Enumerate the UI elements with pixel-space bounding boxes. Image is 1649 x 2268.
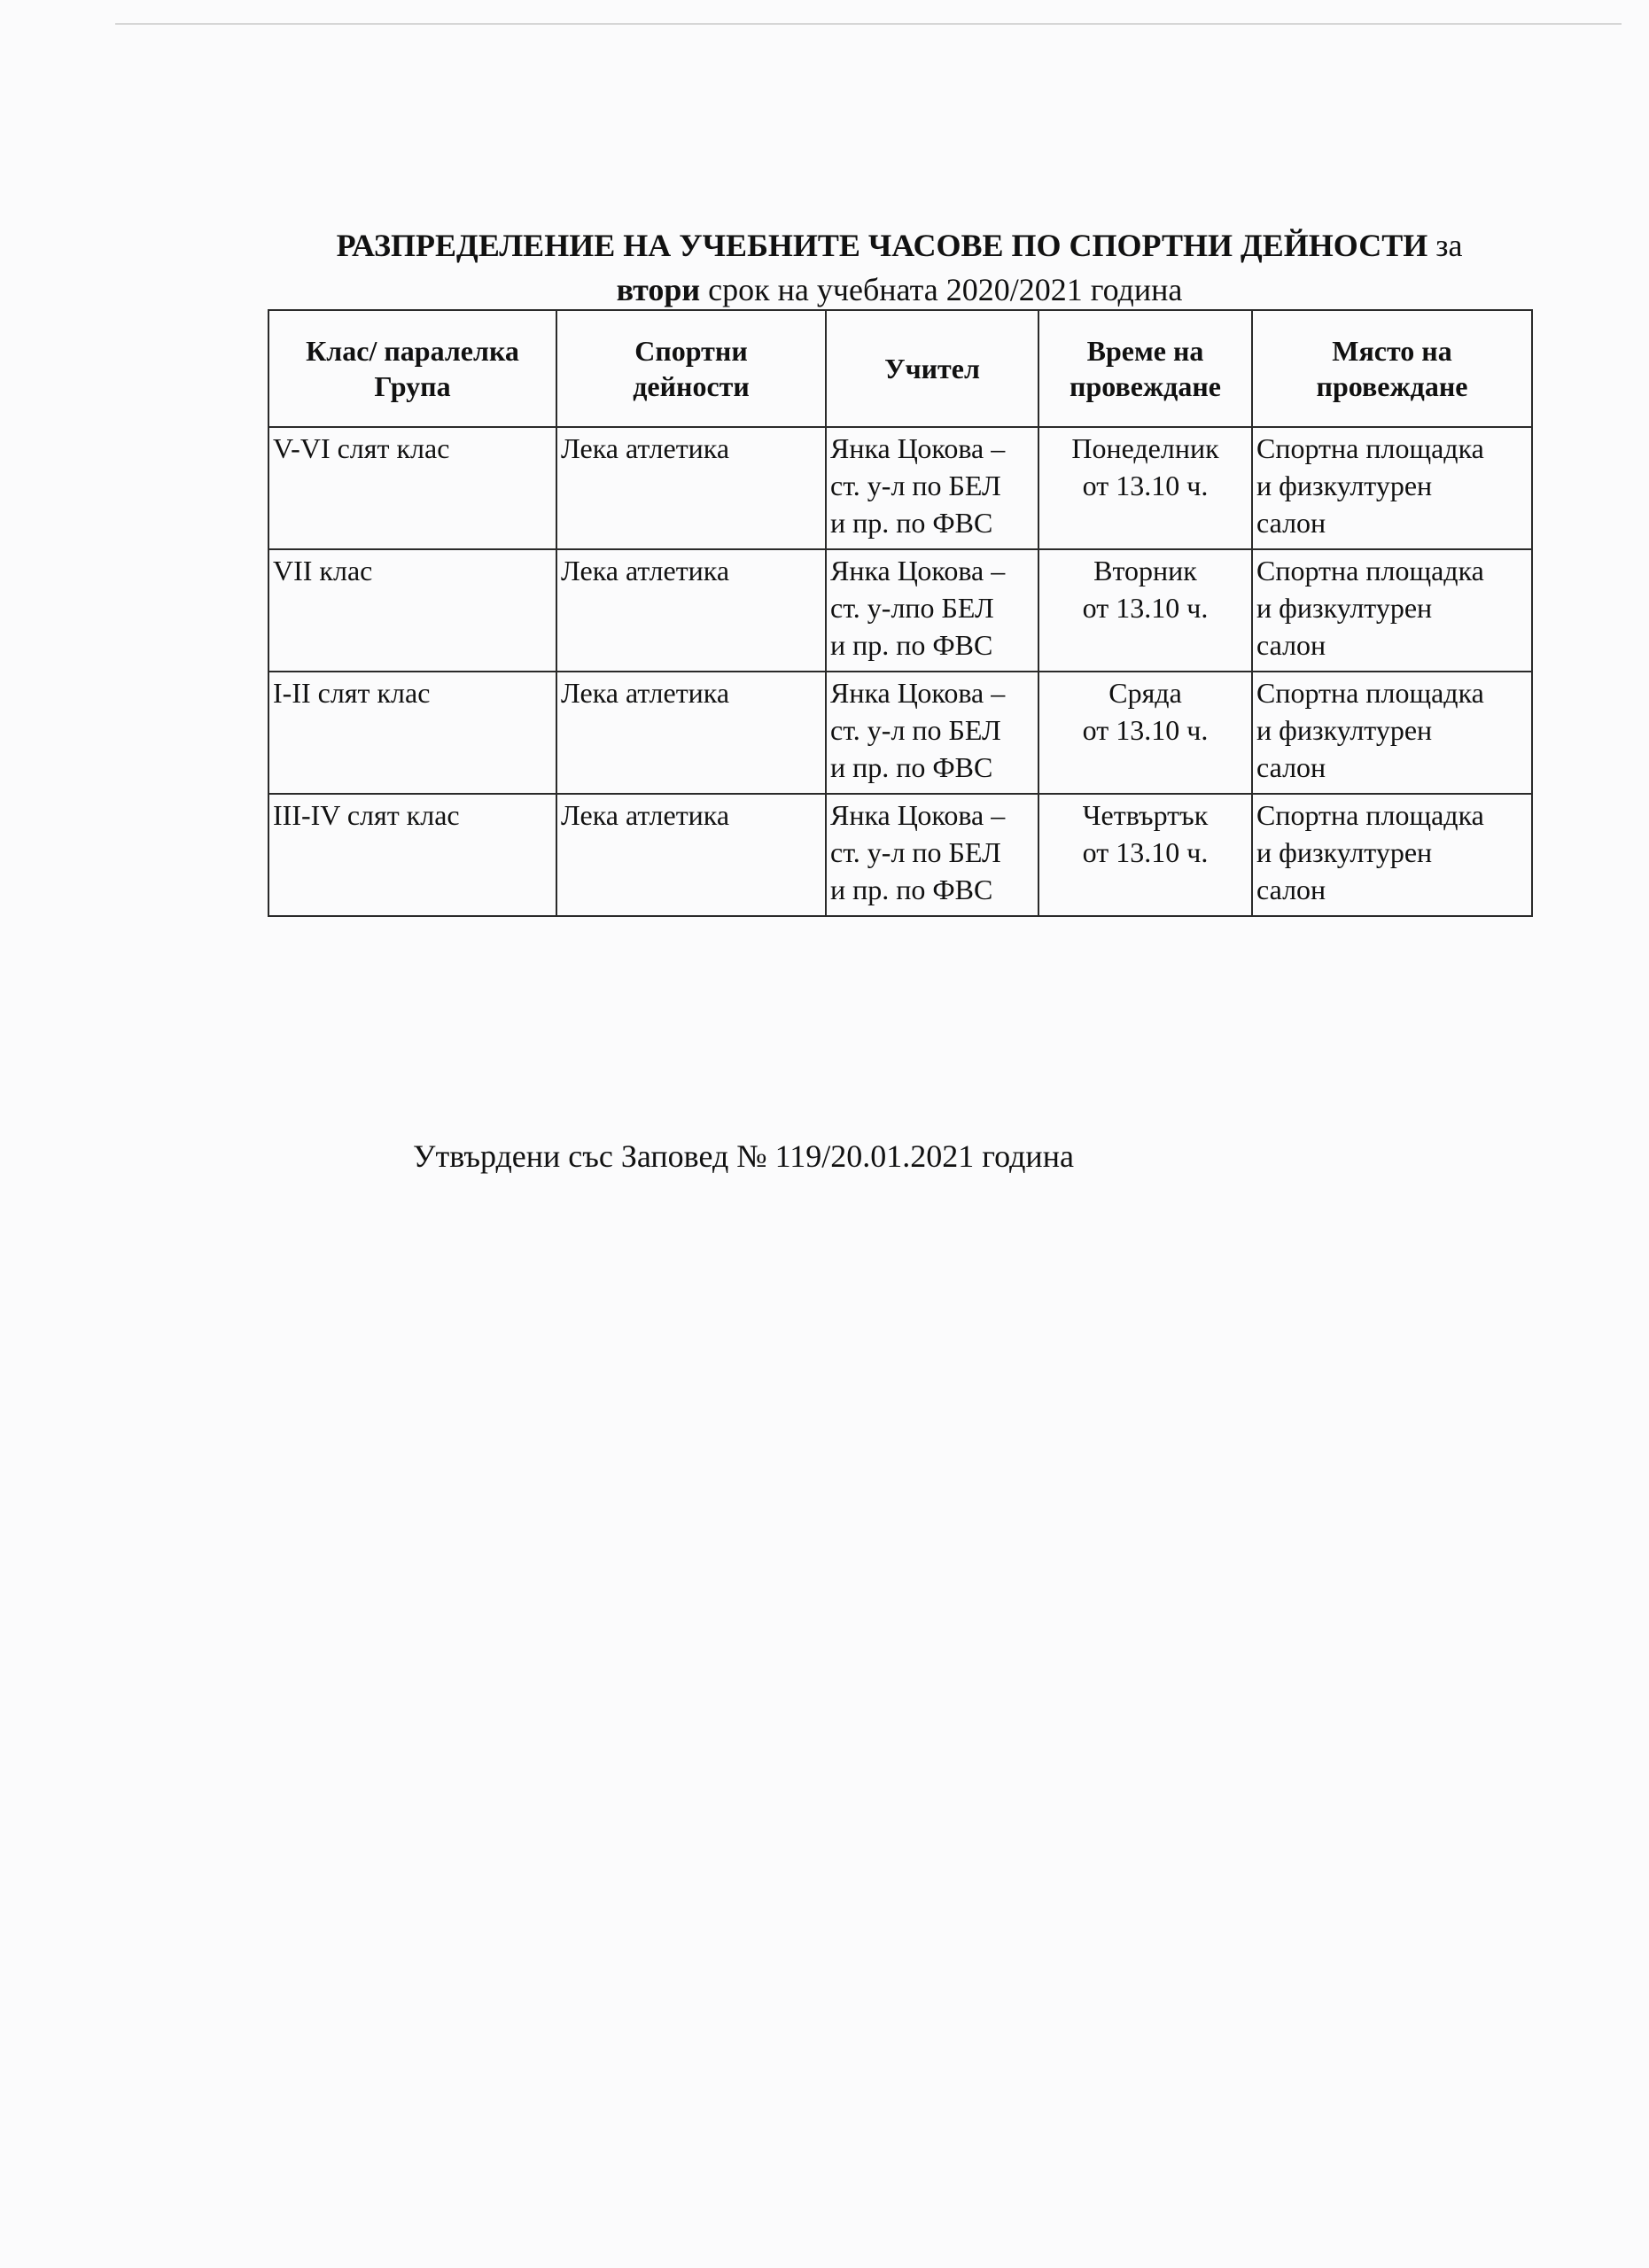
heading-term-rest: срок на учебната 2020/2021 година [700,272,1183,307]
cell-activity: Лека атлетика [556,549,826,672]
cell-class: V-VI слят клас [268,427,556,549]
heading-term: втори [616,272,701,307]
cell-class: III-IV слят клас [268,794,556,916]
cell-class: I-II слят клас [268,672,556,794]
cell-activity: Лека атлетика [556,427,826,549]
column-header-place: Място на провеждане [1252,310,1532,427]
cell-activity: Лека атлетика [556,672,826,794]
cell-place: Спортна площадка и физкултурен салон [1252,427,1532,549]
cell-place: Спортна площадка и физкултурен салон [1252,549,1532,672]
column-header-activity: Спортни дейности [556,310,826,427]
cell-time: Понеделник от 13.10 ч. [1038,427,1252,549]
heading-title-suffix: за [1427,228,1463,263]
cell-class: VII клас [268,549,556,672]
column-header-teacher: Учител [826,310,1038,427]
column-header-class: Клас/ паралелка Група [268,310,556,427]
cell-teacher: Янка Цокова – ст. у-л по БЕЛ и пр. по ФВС [826,427,1038,549]
cell-teacher: Янка Цокова – ст. у-лпо БЕЛ и пр. по ФВС [826,549,1038,672]
scan-edge-line [115,23,1622,25]
document-heading [266,223,1533,307]
cell-activity: Лека атлетика [556,794,826,916]
table-row [268,794,1532,916]
cell-place: Спортна площадка и физкултурен салон [1252,672,1532,794]
cell-time: Сряда от 13.10 ч. [1038,672,1252,794]
column-header-time: Време на провеждане [1038,310,1252,427]
approval-note: Утвърдени със Заповед № 119/20.01.2021 година [413,1138,1074,1174]
cell-teacher: Янка Цокова – ст. у-л по БЕЛ и пр. по ФВС [826,672,1038,794]
cell-place: Спортна площадка и физкултурен салон [1252,794,1532,916]
table-header-row [268,310,1532,427]
table-row [268,672,1532,794]
cell-time: Вторник от 13.10 ч. [1038,549,1252,672]
table-row [268,549,1532,672]
cell-time: Четвъртък от 13.10 ч. [1038,794,1252,916]
table-row [268,427,1532,549]
cell-teacher: Янка Цокова – ст. у-л по БЕЛ и пр. по ФВС [826,794,1038,916]
heading-line-1 [266,223,1533,268]
heading-title: РАЗПРЕДЕЛЕНИЕ НА УЧЕБНИТЕ ЧАСОВЕ ПО СПОРТНИ ДЕЙНОСТИ [336,228,1428,263]
heading-line-2 [266,268,1533,312]
schedule-table [268,309,1533,917]
